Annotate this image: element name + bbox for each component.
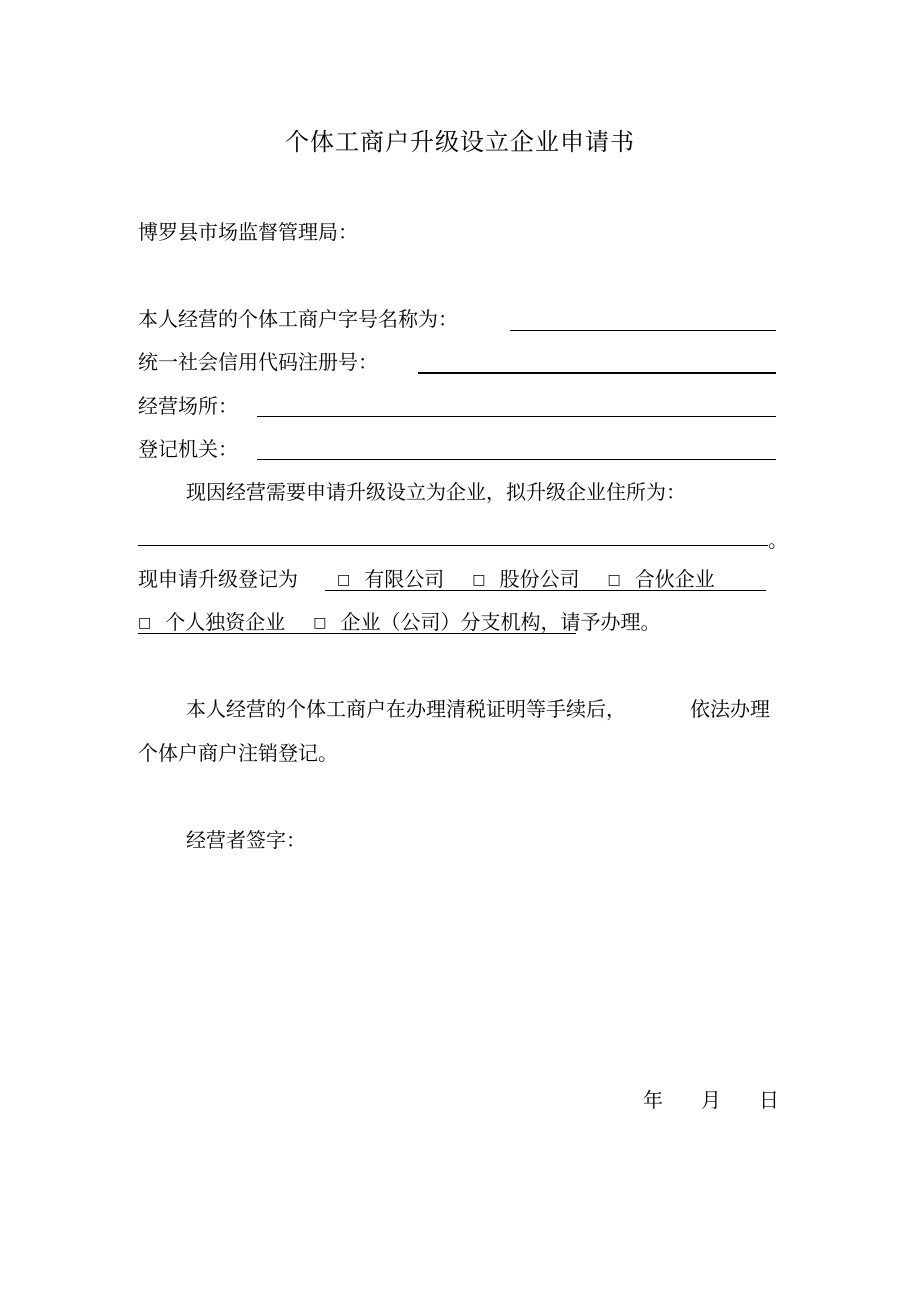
options-underline-row-1 [325,590,766,591]
registration-authority-label: 登记机关： [138,437,238,461]
paragraph-line-1a: 本人经营的个体工商户在办理清税证明等手续后， [186,697,626,721]
register-suffix: 请予办理。 [560,610,661,634]
business-location-input-line[interactable] [257,416,776,417]
registration-authority-input-line[interactable] [257,459,776,460]
option-limited-company[interactable]: □ 有限公司 [337,565,444,594]
business-location-label: 经营场所： [138,394,238,418]
new-address-input-line[interactable] [138,545,768,546]
shop-name-input-line[interactable] [510,330,776,331]
option-sole-proprietorship[interactable]: □ 个人独资企业 [138,608,285,637]
checkbox-icon[interactable]: □ [472,572,486,588]
paragraph-line-1b: 依法办理 [690,697,770,721]
checkbox-icon[interactable]: □ [313,615,327,631]
options-underline-row-2 [138,633,576,634]
option-branch-office[interactable]: □ 企业（公司）分支机构， [313,608,560,637]
checkbox-icon[interactable]: □ [337,572,351,588]
option-joint-stock-company[interactable]: □ 股份公司 [472,565,579,594]
checkbox-icon[interactable]: □ [138,615,152,631]
register-prefix: 现申请升级登记为 [138,567,298,591]
credit-code-input-line[interactable] [418,372,776,374]
credit-code-label: 统一社会信用代码注册号： [138,350,378,374]
checkbox-icon[interactable]: □ [607,572,621,588]
paragraph-line-2: 个体户商户注销登记。 [138,741,338,765]
date-month: 月 [701,1088,721,1112]
option-partnership[interactable]: □ 合伙企业 [607,565,714,594]
document-title: 个体工商户升级设立企业申请书 [285,128,635,156]
date-year: 年 [643,1088,663,1112]
addressee: 博罗县市场监督管理局： [138,220,358,244]
date-day: 日 [759,1088,779,1112]
signature-label: 经营者签字： [186,828,306,852]
shop-name-label: 本人经营的个体工商户字号名称为： [138,307,458,331]
reason-end-mark: 。 [768,528,788,552]
reason-text: 现因经营需要申请升级设立为企业，拟升级企业住所为： [186,480,686,504]
